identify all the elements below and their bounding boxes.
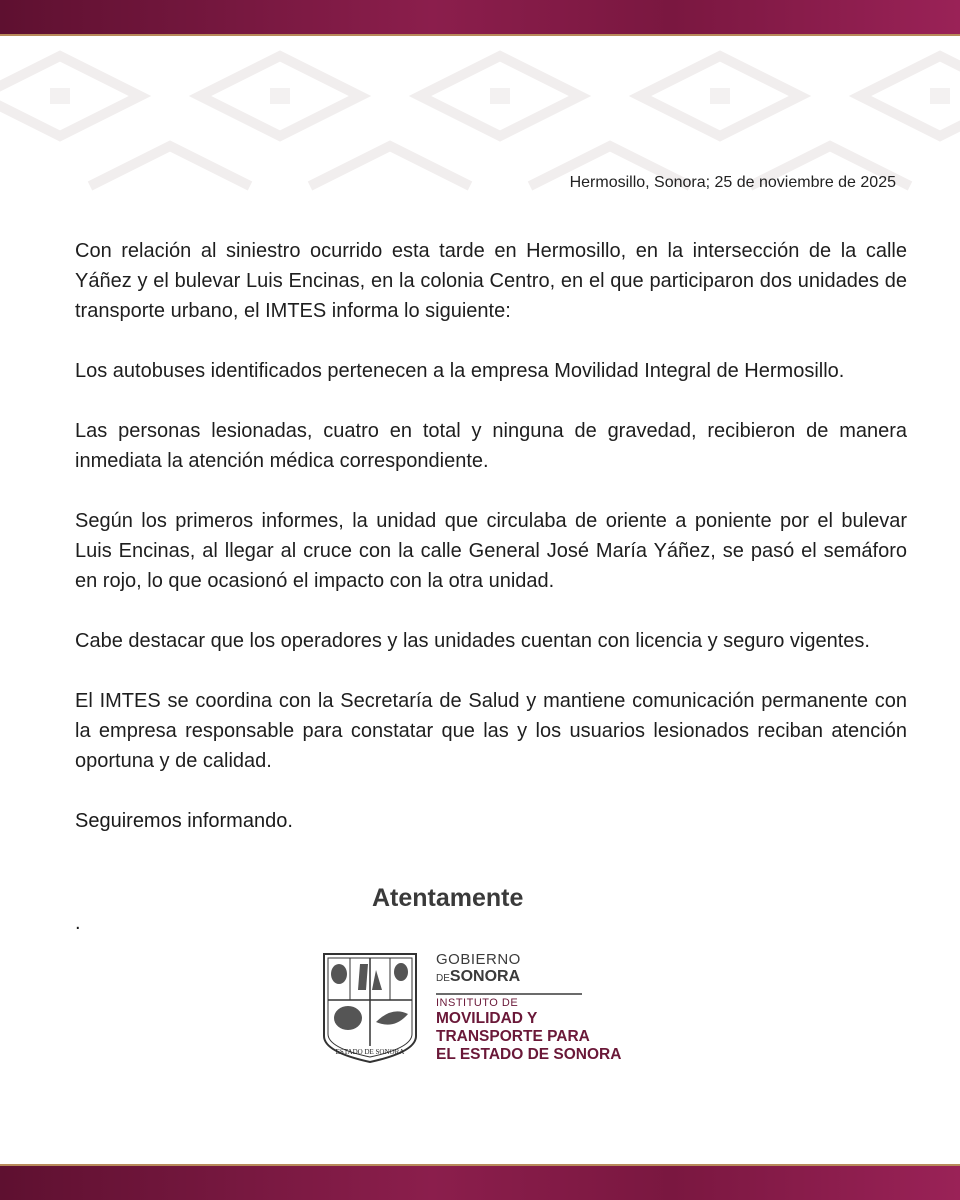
institute-logo-text: [436, 997, 621, 1064]
bottom-decorative-band: [0, 1166, 960, 1200]
paragraph: Los autobuses identificados pertenecen a la empresa Movilidad Integral de Hermosillo.: [75, 360, 845, 382]
top-decorative-band: [0, 0, 960, 34]
logo-divider: [436, 993, 582, 995]
paragraph: Según los primeros informes, la unidad que circulaba de oriente a poniente por el bulevar Luis Encinas, al llegar al cruce con la calle General José María Yáñez, se pasó el semáforo en rojo, lo que ocasionó el impacto con la otra unidad.: [75, 510, 907, 592]
paragraph: Con relación al siniestro ocurrido esta tarde en Hermosillo, en la intersección de la calle Yáñez y el bulevar Luis Encinas, en la colonia Centro, en el que participaron dos unidades de transporte urbano, el IMTES informa lo siguiente:: [75, 240, 907, 322]
gov-line-sonora: [436, 968, 521, 988]
gov-line-sonora-word: SONORA: [449, 968, 521, 985]
trailing-dot: .: [75, 912, 81, 934]
government-logo-text: [436, 952, 521, 988]
sonora-seal-icon: [320, 950, 420, 1068]
inst-line-transporte: TRANSPORTE PARA: [436, 1028, 590, 1045]
signoff-heading: Atentamente: [372, 884, 524, 912]
closing-line: Seguiremos informando.: [75, 810, 293, 832]
gov-line-de: DE: [436, 973, 450, 984]
paragraph: Las personas lesionadas, cuatro en total y ninguna de gravedad, recibieron de manera inmediata la atención médica correspondiente.: [75, 420, 907, 472]
inst-line-instituto: INSTITUTO DE: [436, 997, 519, 1009]
inst-line-estado: EL ESTADO DE SONORA: [436, 1046, 622, 1063]
paragraph: Cabe destacar que los operadores y las unidades cuentan con licencia y seguro vigentes.: [75, 630, 870, 652]
paragraph: El IMTES se coordina con la Secretaría de Salud y mantiene comunicación permanente con la empresa responsable para constatar que las y los usuarios lesionados reciban atención oportuna y de calidad.: [75, 690, 907, 772]
statement-body: [75, 236, 907, 836]
seal-caption: ESTADO DE SONORA: [335, 1048, 405, 1056]
date-line: Hermosillo, Sonora; 25 de noviembre de 2025: [569, 174, 896, 191]
inst-line-movilidad: MOVILIDAD Y: [436, 1010, 538, 1027]
gov-line-gobierno: GOBIERNO: [436, 951, 521, 968]
